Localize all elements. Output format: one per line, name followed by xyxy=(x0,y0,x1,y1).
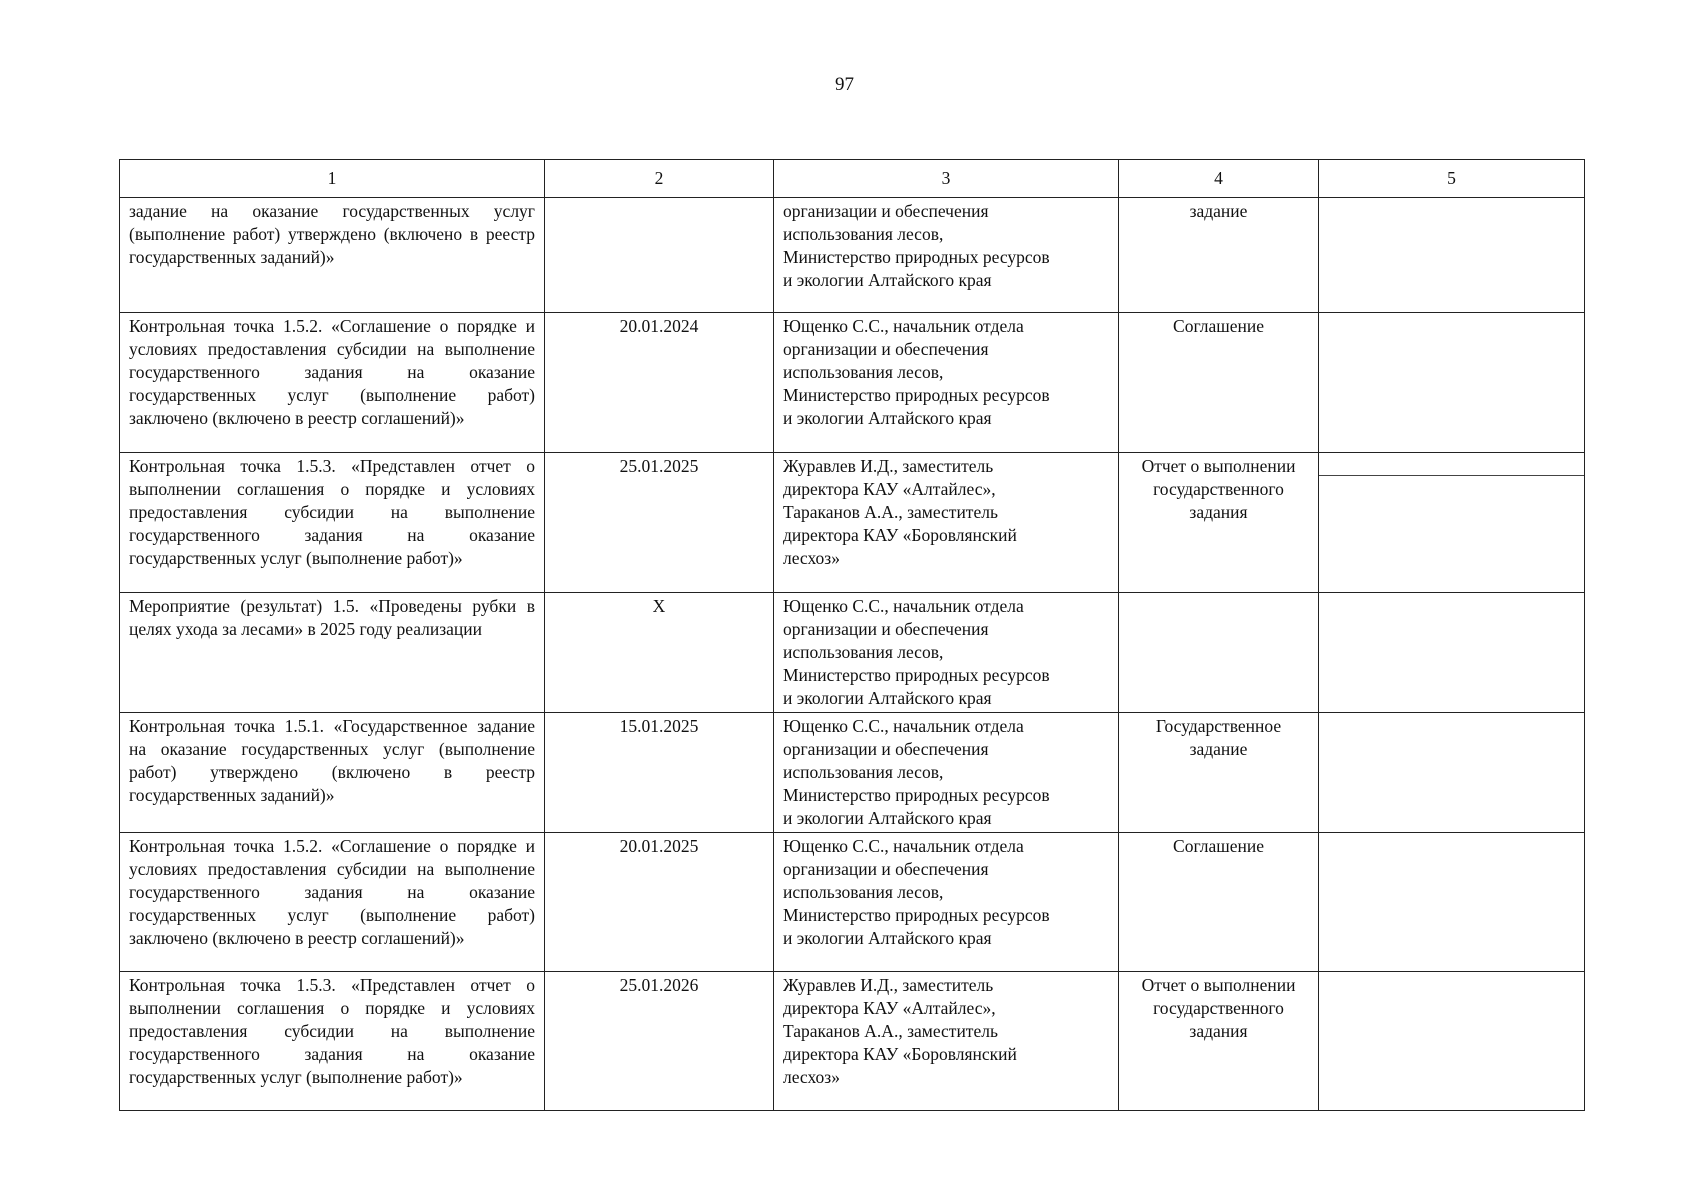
header-col-5: 5 xyxy=(1319,160,1585,198)
cell-document-type: Отчет о выполнении государственного задания xyxy=(1119,972,1319,1111)
cell-responsible xyxy=(774,593,1119,713)
cell-responsible xyxy=(774,972,1119,1111)
responsible-line: и экологии Алтайского края xyxy=(783,808,992,828)
table-row xyxy=(120,453,1585,593)
cell-note xyxy=(1319,593,1585,713)
responsible-line: и экологии Алтайского края xyxy=(783,928,992,948)
responsible-line: Министерство природных ресурсов xyxy=(783,785,1050,805)
cell-note xyxy=(1319,453,1585,593)
table-row xyxy=(120,713,1585,833)
cell-description: Контрольная точка 1.5.3. «Представлен отчет о выполнении соглашения о порядке и условиях предоставления субсидии на выполнение государственного задания на оказание государственных услуг (выполнение работ)» xyxy=(120,972,545,1111)
responsible-line: Министерство природных ресурсов xyxy=(783,385,1050,405)
page-number: 97 xyxy=(835,74,854,95)
cell-deadline: 20.01.2025 xyxy=(545,833,774,972)
responsible-line: и экологии Алтайского края xyxy=(783,270,992,290)
cell-deadline: 25.01.2026 xyxy=(545,972,774,1111)
cell-note xyxy=(1319,313,1585,453)
responsible-line: Ющенко С.С., начальник отдела xyxy=(783,596,1024,616)
table-header-row xyxy=(120,160,1585,198)
plan-table xyxy=(119,159,1585,1111)
cell-note xyxy=(1319,972,1585,1111)
cell-description: Контрольная точка 1.5.2. «Соглашение о порядке и условиях предоставления субсидии на выполнение государственного задания на оказание государственных услуг (выполнение работ) заключено (включено в реестр соглашений)» xyxy=(120,313,545,453)
cell-document-type: задание xyxy=(1119,198,1319,313)
responsible-line: директора КАУ «Алтайлес», xyxy=(783,479,996,499)
responsible-line: Министерство природных ресурсов xyxy=(783,665,1050,685)
header-col-4: 4 xyxy=(1119,160,1319,198)
responsible-line: директора КАУ «Боровлянский xyxy=(783,1044,1017,1064)
responsible-line: Ющенко С.С., начальник отдела xyxy=(783,836,1024,856)
responsible-line: организации и обеспечения xyxy=(783,339,989,359)
responsible-line: Министерство природных ресурсов xyxy=(783,905,1050,925)
cell-responsible xyxy=(774,453,1119,593)
cell-document-type xyxy=(1119,593,1319,713)
responsible-line: Тараканов А.А., заместитель xyxy=(783,1021,998,1041)
cell-document-type: Соглашение xyxy=(1119,833,1319,972)
cell-note xyxy=(1319,198,1585,313)
cell-document-type: Отчет о выполнении государственного задания xyxy=(1119,453,1319,593)
cell-responsible xyxy=(774,833,1119,972)
responsible-line: использования лесов, xyxy=(783,882,944,902)
cell-responsible xyxy=(774,313,1119,453)
responsible-line: организации и обеспечения xyxy=(783,859,989,879)
responsible-line: Журавлев И.Д., заместитель xyxy=(783,975,994,995)
responsible-line: использования лесов, xyxy=(783,762,944,782)
cell-note xyxy=(1319,713,1585,833)
cell-responsible xyxy=(774,713,1119,833)
responsible-line: и экологии Алтайского края xyxy=(783,408,992,428)
cell-deadline: 25.01.2025 xyxy=(545,453,774,593)
responsible-line: использования лесов, xyxy=(783,362,944,382)
cell-description: Контрольная точка 1.5.2. «Соглашение о порядке и условиях предоставления субсидии на выполнение государственного задания на оказание государственных услуг (выполнение работ) заключено (включено в реестр соглашений)» xyxy=(120,833,545,972)
table-row xyxy=(120,972,1585,1111)
table-body xyxy=(120,198,1585,1111)
cell-deadline: Х xyxy=(545,593,774,713)
table-row xyxy=(120,313,1585,453)
cell-document-type: Государственное задание xyxy=(1119,713,1319,833)
cell-description: Контрольная точка 1.5.1. «Государственное задание на оказание государственных услуг (выполнение работ) утверждено (включено в реестр государственных заданий)» xyxy=(120,713,545,833)
cell-document-type: Соглашение xyxy=(1119,313,1319,453)
responsible-line: использования лесов, xyxy=(783,642,944,662)
cell-divider-line xyxy=(1319,475,1584,476)
table-row xyxy=(120,833,1585,972)
cell-description: задание на оказание государственных услуг (выполнение работ) утверждено (включено в реестр государственных заданий)» xyxy=(120,198,545,313)
cell-responsible xyxy=(774,198,1119,313)
cell-note xyxy=(1319,833,1585,972)
header-col-1: 1 xyxy=(120,160,545,198)
cell-deadline xyxy=(545,198,774,313)
responsible-line: Ющенко С.С., начальник отдела xyxy=(783,716,1024,736)
responsible-line: и экологии Алтайского края xyxy=(783,688,992,708)
responsible-line: Журавлев И.Д., заместитель xyxy=(783,456,994,476)
responsible-line: Ющенко С.С., начальник отдела xyxy=(783,316,1024,336)
cell-deadline: 15.01.2025 xyxy=(545,713,774,833)
header-col-2: 2 xyxy=(545,160,774,198)
responsible-line: Министерство природных ресурсов xyxy=(783,247,1050,267)
responsible-line: организации и обеспечения xyxy=(783,619,989,639)
responsible-line: организации и обеспечения xyxy=(783,201,989,221)
responsible-line: директора КАУ «Алтайлес», xyxy=(783,998,996,1018)
responsible-line: лесхоз» xyxy=(783,548,840,568)
responsible-line: директора КАУ «Боровлянский xyxy=(783,525,1017,545)
table-row xyxy=(120,593,1585,713)
responsible-line: Тараканов А.А., заместитель xyxy=(783,502,998,522)
responsible-line: использования лесов, xyxy=(783,224,944,244)
cell-description: Контрольная точка 1.5.3. «Представлен отчет о выполнении соглашения о порядке и условиях предоставления субсидии на выполнение государственного задания на оказание государственных услуг (выполнение работ)» xyxy=(120,453,545,593)
responsible-line: лесхоз» xyxy=(783,1067,840,1087)
cell-description: Мероприятие (результат) 1.5. «Проведены рубки в целях ухода за лесами» в 2025 году реализации xyxy=(120,593,545,713)
cell-deadline: 20.01.2024 xyxy=(545,313,774,453)
header-col-3: 3 xyxy=(774,160,1119,198)
responsible-line: организации и обеспечения xyxy=(783,739,989,759)
table-row xyxy=(120,198,1585,313)
